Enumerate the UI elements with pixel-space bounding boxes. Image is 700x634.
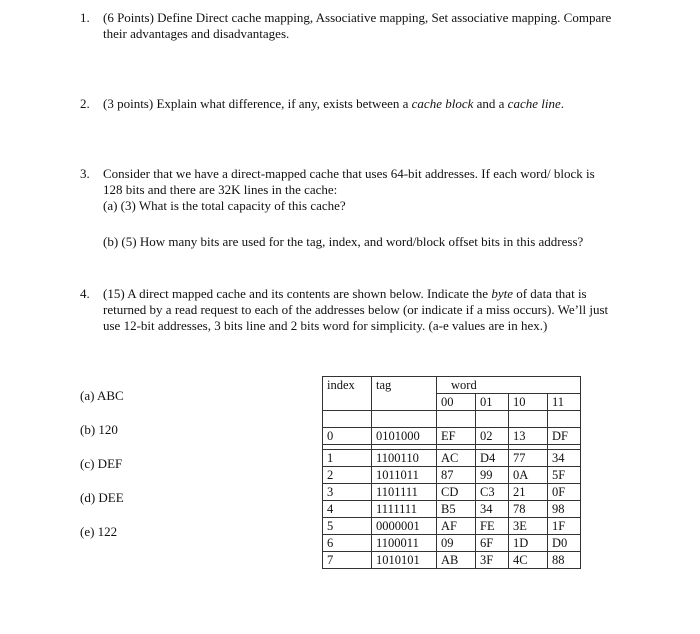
text-fragment: (3 points) Explain what difference, if any, exists between a	[103, 96, 412, 111]
table-row	[323, 428, 581, 445]
cell-word: 13	[509, 428, 548, 445]
cell-word: 5F	[548, 467, 581, 484]
cell-word: 34	[548, 450, 581, 467]
question-1	[80, 10, 680, 42]
question-text: returned by a read request to each of the addresses below (or indicate if a miss occurs). We’ll just	[103, 302, 609, 317]
question-number: 4.	[80, 286, 90, 301]
address-option: (e) 122	[80, 524, 118, 539]
cell-index: 2	[323, 467, 372, 484]
address-option: (b) 120	[80, 422, 118, 437]
cell-tag: 1101111	[372, 484, 437, 501]
table-row	[323, 518, 581, 535]
cell-word: FE	[476, 518, 509, 535]
address-option: (d) DEE	[80, 490, 124, 505]
table-row	[323, 552, 581, 569]
cell-word: 4C	[509, 552, 548, 569]
text-fragment: of data that is	[512, 286, 587, 301]
cell-index: 4	[323, 501, 372, 518]
header-word: word	[437, 377, 581, 394]
cell-word: 78	[509, 501, 548, 518]
cell-word: B5	[437, 501, 476, 518]
question-text: use 12-bit addresses, 3 bits line and 2 bits word for simplicity. (a-e values are in hex.)	[103, 318, 548, 333]
cell-word: 09	[437, 535, 476, 552]
cell-word: 98	[548, 501, 581, 518]
cell-word: DF	[548, 428, 581, 445]
table-header-row	[323, 377, 581, 394]
cell-tag: 1111111	[372, 501, 437, 518]
header-word-col: 11	[548, 394, 581, 411]
question-text	[103, 96, 680, 112]
cell-index: 7	[323, 552, 372, 569]
address-option: (a) ABC	[80, 388, 124, 403]
text-fragment: (15) A direct mapped cache and its contents are shown below. Indicate the	[103, 286, 492, 301]
question-4	[80, 286, 680, 334]
cell-word: 99	[476, 467, 509, 484]
cell-word: 21	[509, 484, 548, 501]
cache-table	[322, 376, 581, 569]
header-tag: tag	[372, 377, 437, 411]
cell-word: D0	[548, 535, 581, 552]
cell-tag: 1011011	[372, 467, 437, 484]
cell-tag: 1100011	[372, 535, 437, 552]
address-option: (c) DEF	[80, 456, 123, 471]
text-fragment: .	[560, 96, 564, 111]
question-number: 1.	[80, 10, 90, 25]
cell-word: D4	[476, 450, 509, 467]
question-3b: (b) (5) How many bits are used for the tag, index, and word/block offset bits in this address?	[103, 234, 584, 249]
question-text: Consider that we have a direct-mapped cache that uses 64-bit addresses. If each word/ block is	[103, 166, 595, 181]
cell-word: EF	[437, 428, 476, 445]
text-emphasis: cache line	[507, 96, 561, 111]
text-emphasis: byte	[491, 286, 513, 301]
question-number: 3.	[80, 166, 90, 181]
question-text: (6 Points) Define Direct cache mapping, Associative mapping, Set associative mapping. Compare	[103, 10, 612, 25]
cell-index: 5	[323, 518, 372, 535]
table-row	[323, 501, 581, 518]
cell-word: CD	[437, 484, 476, 501]
text-emphasis: cache block	[411, 96, 474, 111]
header-word-col: 01	[476, 394, 509, 411]
table-row	[323, 535, 581, 552]
header-word-col: 00	[437, 394, 476, 411]
cell-index: 6	[323, 535, 372, 552]
header-index: index	[323, 377, 372, 411]
cell-word: 0F	[548, 484, 581, 501]
cell-word: 87	[437, 467, 476, 484]
question-3a: (a) (3) What is the total capacity of this cache?	[103, 198, 346, 213]
text-fragment: and a	[473, 96, 508, 111]
question-text: 128 bits and there are 32K lines in the cache:	[103, 182, 338, 197]
question-number: 2.	[80, 96, 90, 111]
cell-word: AF	[437, 518, 476, 535]
cell-word: 1D	[509, 535, 548, 552]
question-3	[80, 166, 680, 214]
cell-word: 3E	[509, 518, 548, 535]
table-row	[323, 450, 581, 467]
cell-tag: 0000001	[372, 518, 437, 535]
cell-word: C3	[476, 484, 509, 501]
question-text	[103, 286, 680, 302]
cell-word: 6F	[476, 535, 509, 552]
cell-word: 77	[509, 450, 548, 467]
cell-tag: 1010101	[372, 552, 437, 569]
cell-word: 3F	[476, 552, 509, 569]
cell-tag: 1100110	[372, 450, 437, 467]
cell-word: AC	[437, 450, 476, 467]
question-2	[80, 96, 680, 112]
table-spacer-row	[323, 411, 581, 428]
table-row	[323, 484, 581, 501]
cell-word: AB	[437, 552, 476, 569]
cell-index: 0	[323, 428, 372, 445]
cell-index: 1	[323, 450, 372, 467]
cell-word: 34	[476, 501, 509, 518]
cell-word: 88	[548, 552, 581, 569]
table-row	[323, 467, 581, 484]
cell-word: 0A	[509, 467, 548, 484]
cell-word: 02	[476, 428, 509, 445]
cell-index: 3	[323, 484, 372, 501]
cell-tag: 0101000	[372, 428, 437, 445]
cell-word: 1F	[548, 518, 581, 535]
question-text: their advantages and disadvantages.	[103, 26, 290, 41]
header-word-col: 10	[509, 394, 548, 411]
